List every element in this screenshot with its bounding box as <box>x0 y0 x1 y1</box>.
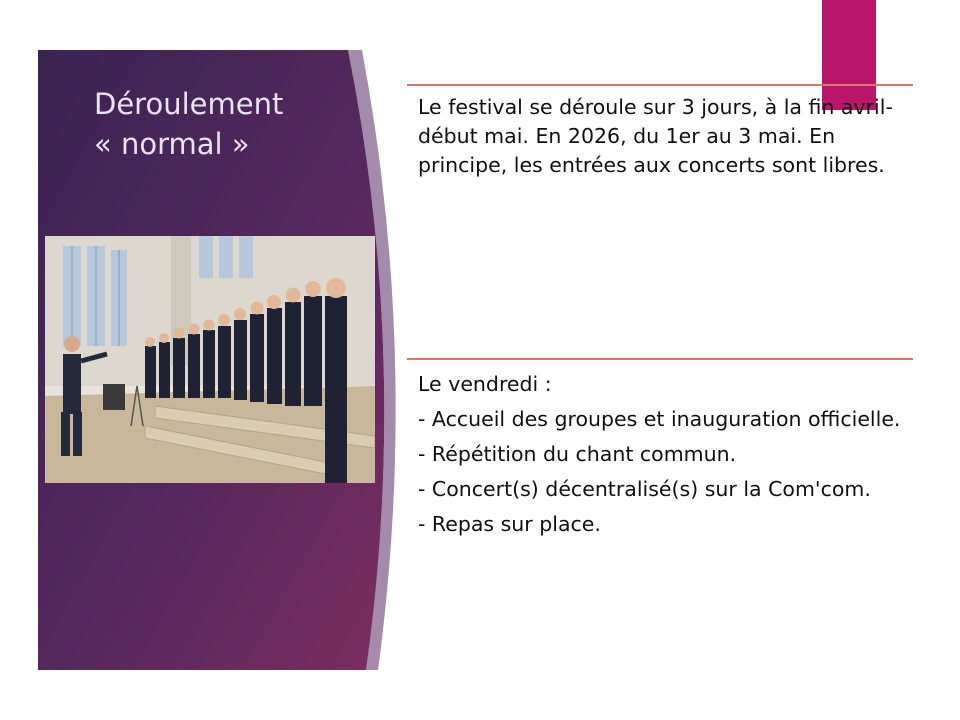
slide-title <box>94 84 344 164</box>
title-line-1: Déroulement <box>94 87 284 121</box>
schedule-item-1: - Accueil des groupes et inauguration officielle. <box>418 407 901 431</box>
schedule-text <box>418 370 918 545</box>
schedule-heading: Le vendredi : <box>418 372 552 396</box>
choir-photo <box>45 236 375 483</box>
schedule-item-2: - Répétition du chant commun. <box>418 442 737 466</box>
schedule-item-3: - Concert(s) décentralisé(s) sur la Com'com. <box>418 477 871 501</box>
middle-divider <box>407 358 913 360</box>
intro-text <box>418 93 918 186</box>
schedule-item-4: - Repas sur place. <box>418 512 601 536</box>
intro-paragraph: Le festival se déroule sur 3 jours, à la fin avril-début mai. En 2026, du 1er au 3 mai. En principe, les entrées aux concerts sont libres. <box>418 95 893 177</box>
title-line-2: « normal » <box>94 127 250 161</box>
top-divider <box>407 84 913 86</box>
